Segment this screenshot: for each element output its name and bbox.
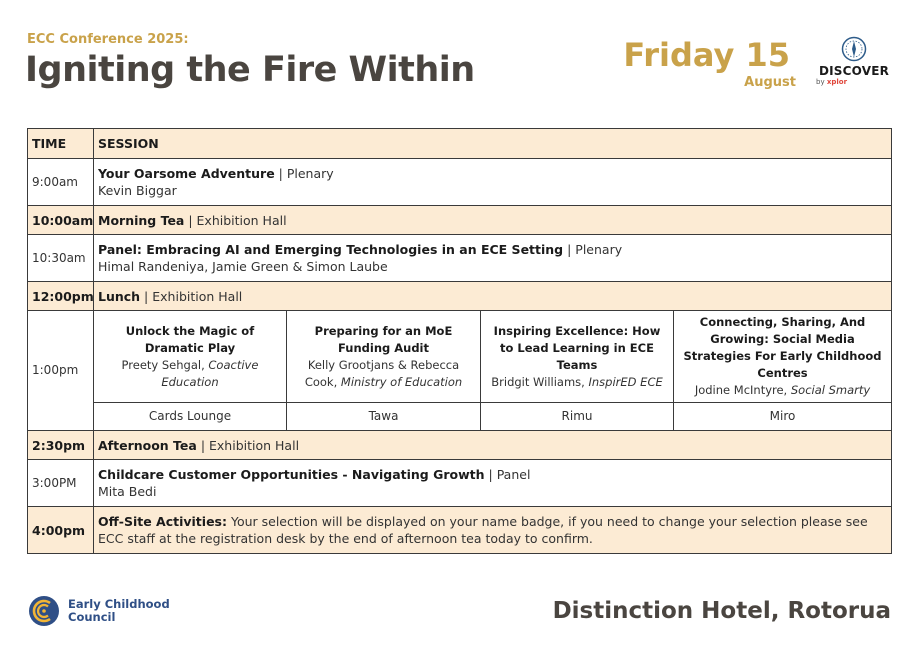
discover-wordmark: DISCOVER	[818, 64, 890, 78]
table-row	[28, 282, 892, 311]
page-title: Igniting the Fire Within	[25, 50, 475, 90]
session-description: Your selection will be displayed on your name badge, if you need to change your selection please see ECC staff at the registration desk by the end of afternoon tea today to confirm.	[98, 514, 868, 546]
table-row	[28, 431, 892, 460]
breakout-title: Preparing for an MoE Funding Audit	[314, 323, 453, 355]
breakout-session-2	[287, 311, 481, 403]
breakout-session-1	[94, 311, 287, 403]
row-session	[94, 507, 892, 554]
session-type: Exhibition Hall	[196, 212, 287, 228]
row-time: 4:00pm	[28, 507, 94, 554]
breakout-room-1: Cards Lounge	[94, 403, 287, 431]
session-type: Panel	[496, 467, 531, 482]
table-row	[28, 206, 892, 235]
breakout-org: InspirED ECE	[588, 374, 663, 389]
session-type: Plenary	[575, 242, 623, 257]
breakout-room-2: Tawa	[287, 403, 481, 431]
session-title: Off-Site Activities:	[98, 514, 227, 529]
session-people: Kevin Biggar	[98, 183, 177, 198]
session-type: Exhibition Hall	[209, 437, 300, 453]
breakout-speaker: Preety Sehgal,	[121, 357, 205, 372]
ecc-name: Early Childhood Council	[68, 597, 170, 624]
row-time: 12:00pm	[28, 282, 94, 311]
discover-byline: by xplor	[816, 78, 848, 86]
breakout-org: Social Smarty	[790, 383, 871, 397]
breakout-speaker: Bridgit Williams,	[491, 374, 585, 389]
breakout-session-4	[674, 311, 892, 403]
row-time: 9:00am	[28, 159, 94, 206]
row-time: 10:30am	[28, 235, 94, 282]
row-time: 2:30pm	[28, 431, 94, 460]
ecc-logo	[28, 595, 170, 627]
table-row	[28, 460, 892, 507]
session-title: Afternoon Tea	[98, 437, 197, 453]
session-type: Plenary	[286, 166, 334, 181]
table-row	[28, 403, 892, 431]
breakout-org: Ministry of Education	[340, 374, 463, 389]
session-title: Your Oarsome Adventure	[98, 166, 275, 181]
table-row	[28, 235, 892, 282]
date-month: August	[744, 75, 796, 90]
breakout-session-3	[481, 311, 674, 403]
session-title: Panel: Embracing AI and Emerging Technologies in an ECE Setting	[98, 242, 564, 257]
breakout-speaker: Jodine McIntyre,	[694, 383, 788, 397]
row-session: Panel: Embracing AI and Emerging Technologies in an ECE Setting | Plenary Himal Randeniya, Jamie Green & Simon Laube	[94, 235, 892, 282]
session-people: Himal Randeniya, Jamie Green & Simon Laube	[98, 259, 388, 274]
row-session: Lunch | Exhibition Hall	[94, 282, 892, 311]
row-session: Your Oarsome Adventure | Plenary Kevin Biggar	[94, 159, 892, 206]
conference-kicker: ECC Conference 2025:	[27, 32, 189, 47]
row-session: Morning Tea | Exhibition Hall	[94, 206, 892, 235]
breakout-title: Unlock the Magic of Dramatic Play	[125, 323, 255, 355]
session-title: Lunch	[98, 288, 141, 304]
column-header-session: SESSION	[94, 129, 892, 159]
row-session: Afternoon Tea | Exhibition Hall	[94, 431, 892, 460]
session-title: Morning Tea	[98, 212, 185, 228]
discover-logo	[812, 36, 896, 86]
ecc-logo-icon	[28, 595, 60, 627]
row-session: Childcare Customer Opportunities - Navigating Growth | Panel Mita Bedi	[94, 460, 892, 507]
table-header-row	[28, 129, 892, 159]
row-time: 10:00am	[28, 206, 94, 235]
breakout-title: Connecting, Sharing, And Growing: Social Media Strategies For Early Childhood Centres	[683, 315, 882, 380]
table-row	[28, 311, 892, 403]
column-header-time: TIME	[28, 129, 94, 159]
breakout-title: Inspiring Excellence: How to Lead Learning in ECE Teams	[493, 323, 661, 372]
breakout-speaker: Kelly Grootjans & Rebecca Cook,	[304, 357, 460, 389]
session-type: Exhibition Hall	[152, 288, 243, 304]
table-row	[28, 159, 892, 206]
breakout-room-3: Rimu	[481, 403, 674, 431]
date-day: Friday 15	[623, 36, 790, 74]
schedule-table	[27, 128, 892, 554]
compass-icon	[841, 36, 867, 62]
table-row	[28, 507, 892, 554]
breakout-org: Coactive Education	[161, 357, 259, 389]
venue-name: Distinction Hotel, Rotorua	[552, 598, 891, 624]
row-time: 3:00PM	[28, 460, 94, 507]
breakout-room-4: Miro	[674, 403, 892, 431]
row-time: 1:00pm	[28, 311, 94, 431]
session-title: Childcare Customer Opportunities - Navigating Growth	[98, 467, 485, 482]
session-people: Mita Bedi	[98, 484, 157, 499]
